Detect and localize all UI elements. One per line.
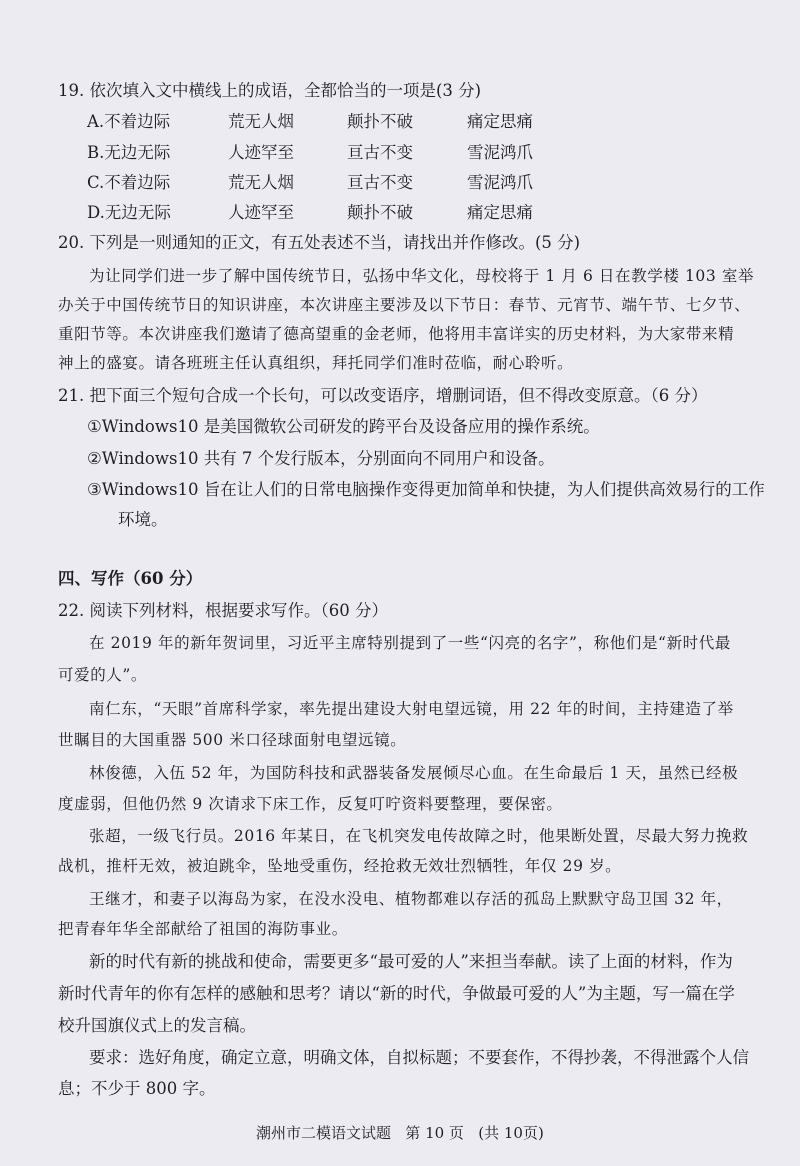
q22-material-10: 把青春年华全部献给了祖国的海防事业。: [58, 920, 348, 938]
q22-material-1: 在 2019 年的新年贺词里，习近平主席特别提到了一些“闪亮的名字”，称他们是“新时代最: [89, 634, 731, 652]
q22-material-5: 林俊德，入伍 52 年，为国防科技和武器装备发展倾尽心血。在生命最后 1 天，虽然已经极: [89, 764, 739, 782]
q20-line-3: 重阳节等。本次讲座我们邀请了德高望重的金老师，他将用丰富详实的历史材料，为大家带来精: [58, 325, 735, 343]
page-footer: 潮州市二模语文试题 第 10 页 (共 10页): [256, 1124, 544, 1142]
q19-option-d-c3: 痛定思痛: [467, 203, 533, 222]
q19-option-c-c3: 雪泥鸿爪: [467, 173, 533, 192]
q21-item-1: ①Windows10 是美国微软公司研发的跨平台及设备应用的操作系统。: [87, 417, 600, 436]
q19-option-b-c3: 雪泥鸿爪: [467, 143, 533, 162]
q19-option-d-c1: 人迹罕至: [228, 203, 294, 222]
q22-requirements-2: 息；不少于 800 字。: [58, 1079, 216, 1098]
q22-material-4: 世瞩目的大国重器 500 米口径球面射电望远镜。: [58, 731, 407, 749]
q20-line-4: 神上的盛宴。请各班班主任认真组织，拜托同学们准时莅临，耐心聆听。: [58, 354, 574, 372]
q19-option-d-label: D.无边无际: [87, 203, 171, 222]
q19-option-b-label: B.无边无际: [87, 143, 171, 162]
q21-item-3: ③Windows10 旨在让人们的日常电脑操作变得更加简单和快捷，为人们提供高效易行的工作: [87, 480, 765, 499]
q21-item-2: ②Windows10 共有 7 个发行版本，分别面向不同用户和设备。: [87, 449, 555, 468]
q19-option-b-c1: 人迹罕至: [228, 143, 294, 162]
q19-option-c-c1: 荒无人烟: [228, 173, 294, 192]
q22-material-7: 张超，一级飞行员。2016 年某日，在飞机突发电传故障之时，他果断处置，尽最大努力挽救: [89, 827, 749, 845]
q22-prompt-2: 新时代青年的你有怎样的感触和思考？请以“新的时代，争做最可爱的人”为主题，写一篇在学: [58, 984, 735, 1003]
q20-stem: 20. 下列是一则通知的正文，有五处表述不当，请找出并作修改。(5 分): [58, 233, 581, 252]
q22-prompt-1: 新的时代有新的挑战和使命，需要更多“最可爱的人”来担当奉献。读了上面的材料，作为: [89, 952, 733, 971]
q22-material-3: 南仁东，“天眼”首席科学家，率先提出建设大射电望远镜，用 22 年的时间，主持建造了举: [89, 700, 734, 718]
q19-option-a-label: A.不着边际: [87, 112, 171, 131]
q21-item-3-cont: 环境。: [118, 510, 168, 529]
q22-material-8: 战机，推杆无效，被迫跳伞，坠地受重伤，经抢救无效壮烈牺牲，年仅 29 岁。: [58, 857, 622, 875]
q19-option-a-c1: 荒无人烟: [228, 112, 294, 131]
q22-material-6: 度虚弱，但他仍然 9 次请求下床工作，反复叮咛资料要整理，要保密。: [58, 795, 563, 813]
q21-stem: 21. 把下面三个短句合成一个长句，可以改变语序，增删词语，但不得改变原意。（6 分）: [58, 386, 708, 405]
q22-material-2: 可爱的人”。: [58, 666, 148, 684]
q20-line-2: 办关于中国传统节日的知识讲座，本次讲座主要涉及以下节日：春节、元宵节、端午节、七夕节、: [58, 296, 751, 314]
q19-option-a-c3: 痛定思痛: [467, 112, 533, 131]
q22-requirements-1: 要求：选好角度，确定立意，明确文体，自拟标题；不要套作，不得抄袭，不得泄露个人信: [89, 1048, 749, 1067]
q19-option-c-c2: 亘古不变: [347, 173, 413, 192]
q19-option-a-c2: 颠扑不破: [347, 112, 413, 131]
q19-option-b-c2: 亘古不变: [347, 143, 413, 162]
q19-stem: 19. 依次填入文中横线上的成语，全都恰当的一项是(3 分): [58, 81, 482, 100]
section4-title: 四、写作（60 分）: [58, 569, 203, 588]
q20-line-1: 为让同学们进一步了解中国传统节日，弘扬中华文化，母校将于 1 月 6 日在教学楼 103 室举: [89, 267, 755, 285]
q22-prompt-3: 校升国旗仪式上的发言稿。: [58, 1016, 256, 1035]
q19-option-c-label: C.不着边际: [87, 173, 171, 192]
q22-stem: 22. 阅读下列材料，根据要求写作。（60 分）: [58, 601, 388, 620]
q22-material-9: 王继才，和妻子以海岛为家，在没水没电、植物都难以存活的孤岛上默默守岛卫国 32 年，: [89, 890, 733, 908]
q19-option-d-c2: 颠扑不破: [347, 203, 413, 222]
